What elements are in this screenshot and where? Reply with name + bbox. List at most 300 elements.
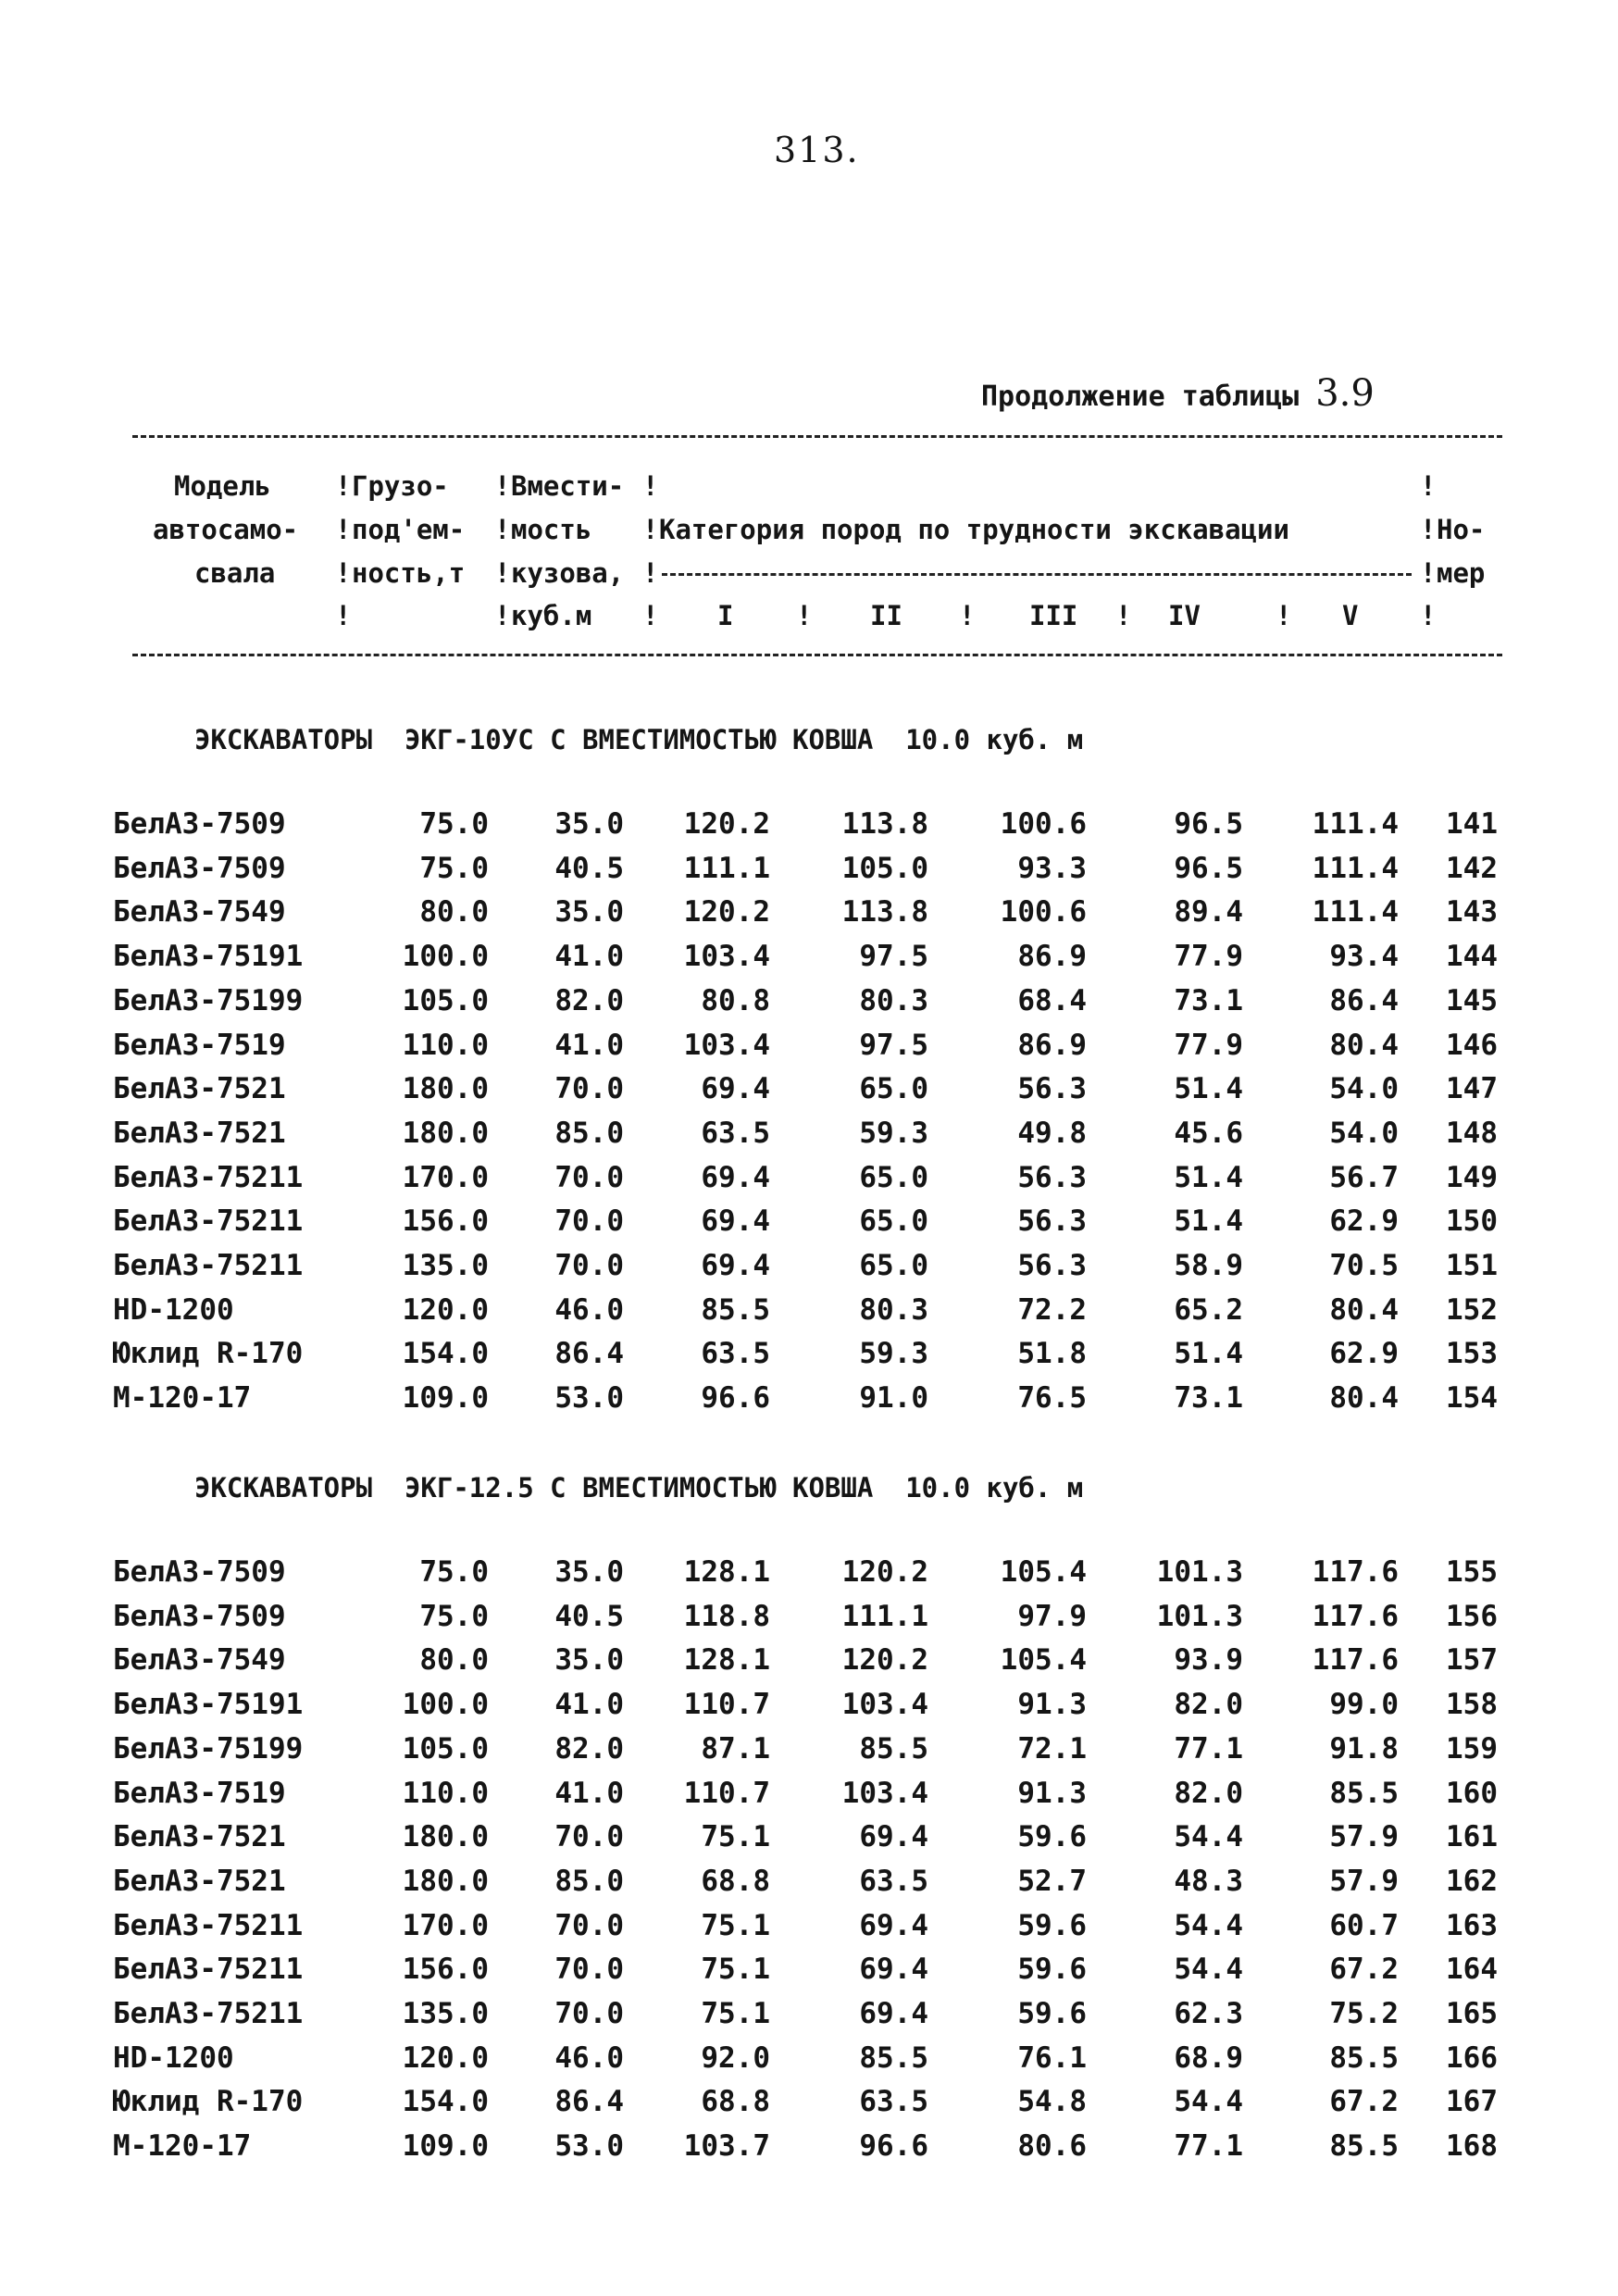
- table-row: [0, 1688, 1618, 1732]
- header-sep: !: [494, 557, 511, 589]
- table-row: [0, 1732, 1618, 1777]
- header-sep: !: [1420, 514, 1437, 545]
- table-number: 3.9: [1315, 372, 1375, 415]
- header-category-4: IV: [1168, 600, 1201, 631]
- cell-cat-3: 59.6: [1017, 1997, 1087, 2030]
- cell-cat-2: 59.3: [859, 1337, 928, 1371]
- cell-cat-5: 62.9: [1329, 1337, 1399, 1371]
- cell-cat-2: 80.3: [859, 1292, 928, 1327]
- cell-capacity: 80.0: [419, 895, 489, 930]
- cell-cat-1: 75.1: [701, 1908, 770, 1942]
- cell-capacity: 75.0: [419, 1555, 489, 1589]
- cell-cat-5: 85.5: [1329, 2040, 1399, 2075]
- cell-number: 152: [1446, 1292, 1498, 1327]
- cell-capacity: 105.0: [402, 1731, 489, 1766]
- header-sep: !: [494, 600, 511, 631]
- header-number-1: Но-: [1437, 514, 1486, 545]
- cell-volume: 53.0: [554, 2129, 624, 2164]
- cell-cat-2: 69.4: [859, 1997, 928, 2030]
- cell-model: БелАЗ-7509: [113, 807, 286, 841]
- cell-capacity: 156.0: [402, 1953, 489, 1987]
- cell-cat-3: 49.8: [1017, 1116, 1087, 1150]
- cell-capacity: 109.0: [402, 1381, 489, 1416]
- cell-volume: 41.0: [554, 1688, 624, 1722]
- cell-volume: 46.0: [554, 1292, 624, 1327]
- cell-number: 165: [1446, 1997, 1498, 2030]
- cell-number: 151: [1446, 1249, 1498, 1282]
- continuation-label: Продолжение таблицы: [981, 381, 1300, 413]
- cell-model: БелАЗ-75191: [113, 1688, 304, 1722]
- cell-cat-1: 75.1: [701, 1953, 770, 1987]
- table-row: [0, 1777, 1618, 1821]
- cell-cat-2: 59.3: [859, 1116, 928, 1150]
- cell-cat-5: 60.7: [1329, 1908, 1399, 1942]
- cell-cat-4: 48.3: [1174, 1864, 1243, 1898]
- cell-model: БелАЗ-75199: [113, 983, 304, 1017]
- cell-cat-2: 97.5: [859, 940, 928, 974]
- cell-model: БелАЗ-7521: [113, 1116, 286, 1150]
- cell-capacity: 135.0: [402, 1997, 489, 2030]
- cell-number: 164: [1446, 1953, 1498, 1987]
- cell-model: БелАЗ-75199: [113, 1731, 304, 1766]
- cell-volume: 35.0: [554, 1643, 624, 1678]
- cell-cat-3: 76.5: [1017, 1381, 1087, 1416]
- cell-volume: 85.0: [554, 1116, 624, 1150]
- cell-model: БелАЗ-75211: [113, 1953, 304, 1987]
- cell-volume: 46.0: [554, 2040, 624, 2075]
- cell-number: 148: [1446, 1116, 1498, 1150]
- cell-cat-2: 85.5: [859, 1731, 928, 1766]
- cell-cat-3: 86.9: [1017, 940, 1087, 974]
- cell-cat-4: 77.1: [1174, 1731, 1243, 1766]
- cell-cat-3: 80.6: [1017, 2129, 1087, 2164]
- cell-capacity: 120.0: [402, 2040, 489, 2075]
- table-row: [0, 1161, 1618, 1205]
- cell-cat-1: 69.4: [701, 1160, 770, 1194]
- cell-cat-5: 80.4: [1329, 1028, 1399, 1062]
- cell-volume: 35.0: [554, 895, 624, 930]
- cell-model: БелАЗ-7549: [113, 895, 286, 930]
- header-volume-3: кузова,: [511, 557, 625, 589]
- cell-model: БелАЗ-75211: [113, 1908, 304, 1942]
- cell-capacity: 170.0: [402, 1160, 489, 1194]
- cell-volume: 70.0: [554, 1997, 624, 2030]
- cell-model: БелАЗ-75211: [113, 1249, 304, 1282]
- cell-model: БелАЗ-7549: [113, 1643, 286, 1678]
- header-capacity-1: Грузо-: [352, 470, 449, 502]
- cell-volume: 41.0: [554, 1776, 624, 1810]
- cell-cat-3: 56.3: [1017, 1160, 1087, 1194]
- cell-cat-3: 97.9: [1017, 1599, 1087, 1633]
- cell-capacity: 180.0: [402, 1820, 489, 1854]
- cell-number: 154: [1446, 1381, 1498, 1416]
- cell-volume: 86.4: [554, 2085, 624, 2119]
- cell-number: 146: [1446, 1028, 1498, 1062]
- cell-cat-2: 120.2: [841, 1555, 928, 1589]
- cell-volume: 82.0: [554, 1731, 624, 1766]
- cell-cat-1: 68.8: [701, 2085, 770, 2119]
- header-sep: !: [1420, 600, 1437, 631]
- header-top-rule: [132, 435, 1502, 438]
- cell-capacity: 75.0: [419, 851, 489, 885]
- cell-volume: 70.0: [554, 1953, 624, 1987]
- cell-model: БелАЗ-7521: [113, 1820, 286, 1854]
- cell-cat-5: 93.4: [1329, 940, 1399, 974]
- cell-cat-5: 117.6: [1312, 1599, 1399, 1633]
- cell-cat-4: 51.4: [1174, 1072, 1243, 1106]
- cell-model: БелАЗ-75211: [113, 1997, 304, 2030]
- cell-cat-4: 58.9: [1174, 1249, 1243, 1282]
- cell-cat-1: 128.1: [683, 1643, 770, 1678]
- cell-cat-4: 68.9: [1174, 2040, 1243, 2075]
- table-row: [0, 984, 1618, 1029]
- table-row: [0, 1381, 1618, 1426]
- cell-cat-4: 51.4: [1174, 1204, 1243, 1239]
- cell-cat-5: 85.5: [1329, 1776, 1399, 1810]
- cell-cat-2: 85.5: [859, 2040, 928, 2075]
- cell-cat-3: 59.6: [1017, 1820, 1087, 1854]
- cell-number: 167: [1446, 2085, 1498, 2119]
- cell-number: 155: [1446, 1555, 1498, 1589]
- cell-number: 145: [1446, 983, 1498, 1017]
- cell-model: М-120-17: [113, 1381, 252, 1416]
- cell-cat-1: 110.7: [683, 1688, 770, 1722]
- cell-cat-4: 45.6: [1174, 1116, 1243, 1150]
- cell-capacity: 75.0: [419, 1599, 489, 1633]
- cell-capacity: 156.0: [402, 1204, 489, 1239]
- table-row: [0, 1249, 1618, 1293]
- table-row: [0, 895, 1618, 940]
- cell-cat-1: 75.1: [701, 1820, 770, 1854]
- cell-cat-3: 72.2: [1017, 1292, 1087, 1327]
- cell-model: БелАЗ-75191: [113, 940, 304, 974]
- cell-cat-2: 69.4: [859, 1908, 928, 1942]
- cell-cat-5: 111.4: [1312, 851, 1399, 885]
- cell-capacity: 109.0: [402, 2129, 489, 2164]
- cell-cat-4: 73.1: [1174, 1381, 1243, 1416]
- header-sep: !: [1420, 470, 1437, 502]
- table-row: [0, 1072, 1618, 1117]
- cell-cat-3: 51.8: [1017, 1337, 1087, 1371]
- cell-capacity: 105.0: [402, 983, 489, 1017]
- cell-cat-2: 105.0: [841, 851, 928, 885]
- cell-cat-5: 67.2: [1329, 1953, 1399, 1987]
- cell-number: 168: [1446, 2129, 1498, 2164]
- header-category-2: II: [870, 600, 902, 631]
- cell-number: 141: [1446, 807, 1498, 841]
- table-row: [0, 852, 1618, 896]
- cell-cat-1: 85.5: [701, 1292, 770, 1327]
- cell-volume: 85.0: [554, 1864, 624, 1898]
- header-sep: !: [335, 600, 352, 631]
- header-model-2: автосамо-: [153, 514, 299, 545]
- cell-cat-5: 117.6: [1312, 1643, 1399, 1678]
- table-row: [0, 1953, 1618, 1997]
- cell-cat-2: 96.6: [859, 2129, 928, 2164]
- cell-cat-1: 69.4: [701, 1204, 770, 1239]
- header-category-title: Категория пород по трудности экскавации: [659, 514, 1289, 545]
- header-category-1: I: [717, 600, 734, 631]
- cell-cat-3: 100.6: [1000, 807, 1087, 841]
- cell-cat-3: 56.3: [1017, 1204, 1087, 1239]
- cell-cat-5: 91.8: [1329, 1731, 1399, 1766]
- cell-capacity: 100.0: [402, 1688, 489, 1722]
- table-row: [0, 1204, 1618, 1249]
- cell-number: 153: [1446, 1337, 1498, 1371]
- cell-cat-1: 111.1: [683, 851, 770, 885]
- cell-number: 142: [1446, 851, 1498, 885]
- header-sep: !: [642, 600, 659, 631]
- header-sep: !: [1276, 600, 1292, 631]
- cell-cat-5: 62.9: [1329, 1204, 1399, 1239]
- header-capacity-2: под'ем-: [352, 514, 466, 545]
- table-row: [0, 807, 1618, 852]
- cell-cat-4: 96.5: [1174, 851, 1243, 885]
- cell-cat-2: 103.4: [841, 1776, 928, 1810]
- header-sep: !: [959, 600, 976, 631]
- cell-model: М-120-17: [113, 2129, 252, 2164]
- cell-model: HD-1200: [113, 1292, 234, 1327]
- cell-cat-1: 96.6: [701, 1381, 770, 1416]
- cell-cat-5: 56.7: [1329, 1160, 1399, 1194]
- cell-cat-1: 103.7: [683, 2129, 770, 2164]
- cell-capacity: 100.0: [402, 940, 489, 974]
- cell-cat-3: 68.4: [1017, 983, 1087, 1017]
- section-title: ЭКСКАВАТОРЫ ЭКГ-10УС С ВМЕСТИМОСТЬЮ КОВША 10.0 куб. м: [194, 724, 1084, 755]
- cell-capacity: 170.0: [402, 1908, 489, 1942]
- cell-cat-2: 111.1: [841, 1599, 928, 1633]
- cell-cat-4: 54.4: [1174, 2085, 1243, 2119]
- cell-number: 157: [1446, 1643, 1498, 1678]
- cell-cat-1: 120.2: [683, 807, 770, 841]
- cell-cat-3: 76.1: [1017, 2040, 1087, 2075]
- cell-capacity: 180.0: [402, 1864, 489, 1898]
- cell-cat-1: 63.5: [701, 1116, 770, 1150]
- cell-volume: 70.0: [554, 1204, 624, 1239]
- cell-number: 150: [1446, 1204, 1498, 1239]
- cell-model: БелАЗ-7509: [113, 1599, 286, 1633]
- table-row: [0, 1997, 1618, 2041]
- cell-capacity: 110.0: [402, 1776, 489, 1810]
- header-capacity-3: ность,т: [352, 557, 466, 589]
- cell-cat-4: 77.1: [1174, 2129, 1243, 2164]
- cell-cat-3: 56.3: [1017, 1249, 1087, 1282]
- cell-cat-2: 65.0: [859, 1160, 928, 1194]
- cell-cat-3: 105.4: [1000, 1643, 1087, 1678]
- cell-capacity: 154.0: [402, 1337, 489, 1371]
- table-row: [0, 2129, 1618, 2174]
- cell-volume: 40.5: [554, 851, 624, 885]
- cell-cat-1: 103.4: [683, 940, 770, 974]
- cell-cat-2: 113.8: [841, 895, 928, 930]
- cell-number: 159: [1446, 1731, 1498, 1766]
- cell-volume: 70.0: [554, 1072, 624, 1106]
- cell-cat-2: 97.5: [859, 1028, 928, 1062]
- header-sep: !: [642, 470, 659, 502]
- cell-number: 156: [1446, 1599, 1498, 1633]
- header-sep: !: [335, 514, 352, 545]
- cell-number: 158: [1446, 1688, 1498, 1722]
- cell-cat-1: 118.8: [683, 1599, 770, 1633]
- cell-capacity: 135.0: [402, 1249, 489, 1282]
- cell-model: БелАЗ-75211: [113, 1160, 304, 1194]
- cell-cat-2: 113.8: [841, 807, 928, 841]
- cell-cat-1: 69.4: [701, 1249, 770, 1282]
- cell-cat-4: 77.9: [1174, 1028, 1243, 1062]
- cell-cat-5: 111.4: [1312, 807, 1399, 841]
- table-row: [0, 1029, 1618, 1073]
- cell-cat-4: 93.9: [1174, 1643, 1243, 1678]
- cell-cat-1: 80.8: [701, 983, 770, 1017]
- cell-model: БелАЗ-7521: [113, 1864, 286, 1898]
- header-sep: !: [335, 470, 352, 502]
- cell-cat-2: 103.4: [841, 1688, 928, 1722]
- table-row: [0, 2041, 1618, 2086]
- header-sep: !: [494, 470, 511, 502]
- cell-cat-2: 80.3: [859, 983, 928, 1017]
- cell-number: 162: [1446, 1864, 1498, 1898]
- cell-model: БелАЗ-7509: [113, 1555, 286, 1589]
- cell-cat-2: 69.4: [859, 1953, 928, 1987]
- table-row: [0, 1643, 1618, 1688]
- cell-cat-5: 117.6: [1312, 1555, 1399, 1589]
- cell-number: 147: [1446, 1072, 1498, 1106]
- table-row: [0, 1820, 1618, 1865]
- table-row: [0, 1337, 1618, 1381]
- header-sep: !: [1115, 600, 1132, 631]
- cell-cat-4: 73.1: [1174, 983, 1243, 1017]
- table-row: [0, 2085, 1618, 2129]
- cell-cat-4: 65.2: [1174, 1292, 1243, 1327]
- cell-model: HD-1200: [113, 2040, 234, 2075]
- cell-cat-3: 59.6: [1017, 1953, 1087, 1987]
- cell-volume: 70.0: [554, 1160, 624, 1194]
- cell-cat-5: 85.5: [1329, 2129, 1399, 2164]
- cell-model: БелАЗ-7519: [113, 1776, 286, 1810]
- table-row: [0, 1293, 1618, 1338]
- cell-capacity: 80.0: [419, 1643, 489, 1678]
- cell-cat-4: 54.4: [1174, 1908, 1243, 1942]
- header-sep: !: [642, 514, 659, 545]
- cell-model: БелАЗ-7519: [113, 1028, 286, 1062]
- cell-cat-4: 77.9: [1174, 940, 1243, 974]
- table-row: [0, 1909, 1618, 1953]
- cell-cat-3: 93.3: [1017, 851, 1087, 885]
- cell-number: 149: [1446, 1160, 1498, 1194]
- cell-cat-2: 65.0: [859, 1249, 928, 1282]
- cell-capacity: 154.0: [402, 2085, 489, 2119]
- header-sep: !: [335, 557, 352, 589]
- cell-cat-4: 54.4: [1174, 1953, 1243, 1987]
- cell-cat-4: 89.4: [1174, 895, 1243, 930]
- cell-cat-1: 110.7: [683, 1776, 770, 1810]
- header-volume-1: Вмести-: [511, 470, 625, 502]
- header-category-5: V: [1342, 600, 1359, 631]
- cell-cat-2: 120.2: [841, 1643, 928, 1678]
- cell-volume: 70.0: [554, 1908, 624, 1942]
- cell-cat-1: 68.8: [701, 1864, 770, 1898]
- cell-cat-5: 80.4: [1329, 1381, 1399, 1416]
- cell-volume: 40.5: [554, 1599, 624, 1633]
- cell-volume: 35.0: [554, 807, 624, 841]
- cell-capacity: 180.0: [402, 1116, 489, 1150]
- header-category-3: III: [1029, 600, 1078, 631]
- cell-cat-5: 54.0: [1329, 1072, 1399, 1106]
- cell-cat-1: 63.5: [701, 1337, 770, 1371]
- cell-cat-3: 86.9: [1017, 1028, 1087, 1062]
- cell-cat-5: 86.4: [1329, 983, 1399, 1017]
- cell-cat-2: 63.5: [859, 1864, 928, 1898]
- cell-capacity: 110.0: [402, 1028, 489, 1062]
- cell-cat-4: 101.3: [1156, 1555, 1243, 1589]
- cell-cat-3: 59.6: [1017, 1908, 1087, 1942]
- page-number: 313.: [774, 130, 860, 170]
- header-sep: !: [494, 514, 511, 545]
- cell-capacity: 180.0: [402, 1072, 489, 1106]
- cell-cat-4: 82.0: [1174, 1688, 1243, 1722]
- cell-cat-2: 63.5: [859, 2085, 928, 2119]
- cell-cat-1: 87.1: [701, 1731, 770, 1766]
- cell-cat-5: 99.0: [1329, 1688, 1399, 1722]
- header-sep: !: [796, 600, 813, 631]
- cell-cat-5: 57.9: [1329, 1864, 1399, 1898]
- cell-cat-2: 69.4: [859, 1820, 928, 1854]
- cell-model: БелАЗ-75211: [113, 1204, 304, 1239]
- cell-cat-1: 69.4: [701, 1072, 770, 1106]
- cell-volume: 86.4: [554, 1337, 624, 1371]
- cell-number: 166: [1446, 2040, 1498, 2075]
- header-bottom-rule: [132, 654, 1502, 656]
- cell-cat-3: 56.3: [1017, 1072, 1087, 1106]
- cell-cat-4: 96.5: [1174, 807, 1243, 841]
- cell-cat-5: 75.2: [1329, 1997, 1399, 2030]
- cell-volume: 41.0: [554, 1028, 624, 1062]
- cell-number: 163: [1446, 1908, 1498, 1942]
- cell-cat-2: 91.0: [859, 1381, 928, 1416]
- cell-cat-3: 52.7: [1017, 1864, 1087, 1898]
- cell-model: БелАЗ-7521: [113, 1072, 286, 1106]
- table-row: [0, 1117, 1618, 1161]
- cell-number: 143: [1446, 895, 1498, 930]
- header-model-3: свала: [194, 557, 276, 589]
- cell-cat-1: 92.0: [701, 2040, 770, 2075]
- cell-model: Юклид R-170: [113, 2085, 304, 2119]
- cell-cat-2: 65.0: [859, 1072, 928, 1106]
- header-sep: !: [1420, 557, 1437, 589]
- cell-cat-4: 51.4: [1174, 1337, 1243, 1371]
- header-sep: !: [642, 557, 659, 589]
- cell-cat-5: 67.2: [1329, 2085, 1399, 2119]
- header-model-1: Модель: [174, 470, 271, 502]
- cell-cat-3: 100.6: [1000, 895, 1087, 930]
- section-title: ЭКСКАВАТОРЫ ЭКГ-12.5 С ВМЕСТИМОСТЬЮ КОВША 10.0 куб. м: [194, 1472, 1084, 1504]
- cell-cat-5: 70.5: [1329, 1249, 1399, 1282]
- cell-cat-4: 82.0: [1174, 1776, 1243, 1810]
- cell-number: 144: [1446, 940, 1498, 974]
- cell-number: 161: [1446, 1820, 1498, 1854]
- cell-volume: 82.0: [554, 983, 624, 1017]
- header-volume-4: куб.м: [511, 600, 592, 631]
- cell-cat-2: 65.0: [859, 1204, 928, 1239]
- cell-cat-3: 72.1: [1017, 1731, 1087, 1766]
- cell-cat-4: 101.3: [1156, 1599, 1243, 1633]
- cell-cat-5: 57.9: [1329, 1820, 1399, 1854]
- cell-cat-4: 62.3: [1174, 1997, 1243, 2030]
- header-number-2: мер: [1437, 557, 1486, 589]
- cell-cat-5: 80.4: [1329, 1292, 1399, 1327]
- cell-cat-5: 111.4: [1312, 895, 1399, 930]
- table-row: [0, 940, 1618, 984]
